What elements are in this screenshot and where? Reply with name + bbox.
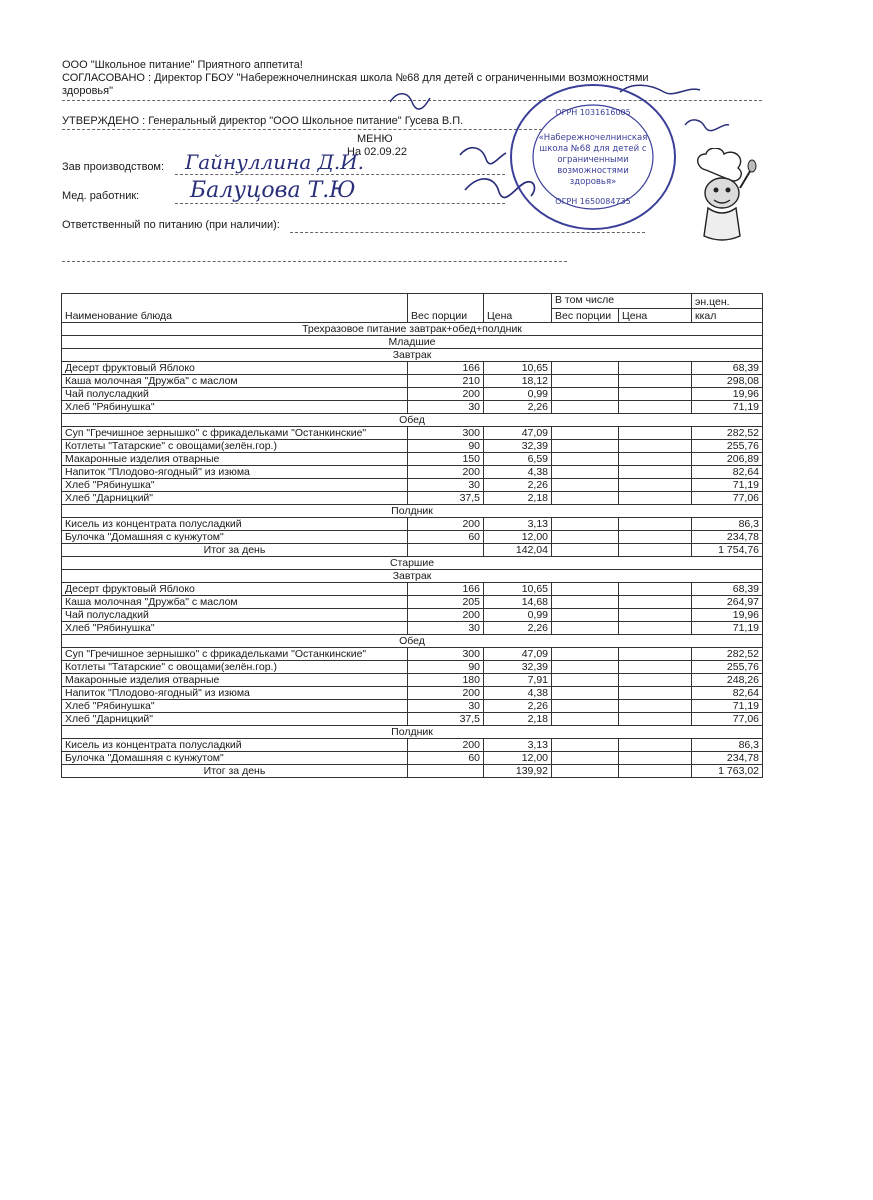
dish-kcal: 71,19 — [692, 401, 763, 414]
dish-weight: 210 — [408, 375, 484, 388]
extra-line — [62, 261, 567, 262]
dish-kcal: 82,64 — [692, 687, 763, 700]
table-header-row-1 — [62, 294, 763, 309]
dish-row — [62, 687, 763, 700]
total-row — [62, 765, 763, 778]
school-stamp — [508, 82, 678, 232]
dish-row — [62, 427, 763, 440]
dish-price: 3,13 — [484, 739, 552, 752]
dish-name: Хлеб "Рябинушка" — [62, 622, 408, 635]
dish-weight: 30 — [408, 700, 484, 713]
dish-name: Каша молочная "Дружба" с маслом — [62, 375, 408, 388]
dish-row — [62, 492, 763, 505]
dish-kcal: 234,78 — [692, 531, 763, 544]
dish-name: Десерт фруктовый Яблоко — [62, 583, 408, 596]
dish-price: 47,09 — [484, 648, 552, 661]
total-weight — [408, 765, 484, 778]
dish-kcal: 282,52 — [692, 427, 763, 440]
total-incl-price — [619, 765, 692, 778]
dish-incl-weight — [552, 713, 619, 726]
dish-kcal: 248,26 — [692, 674, 763, 687]
production-label: Зав производством: — [62, 161, 165, 173]
col-incl-price-header: Цена — [619, 308, 692, 323]
col-energy-header-1: эн.цен. — [692, 294, 763, 309]
total-label: Итог за день — [62, 544, 408, 557]
dish-incl-price — [619, 700, 692, 713]
dish-name: Котлеты "Татарские" с овощами(зелён.гор.) — [62, 661, 408, 674]
meal-row — [62, 414, 763, 427]
dish-row — [62, 466, 763, 479]
dish-incl-price — [619, 375, 692, 388]
dish-name: Булочка "Домашняя с кунжутом" — [62, 531, 408, 544]
dish-price: 2,18 — [484, 492, 552, 505]
dish-kcal: 86,3 — [692, 739, 763, 752]
dish-weight: 30 — [408, 479, 484, 492]
dish-row — [62, 752, 763, 765]
medic-signature: Балуцова Т.Ю — [190, 178, 356, 203]
group-row — [62, 336, 763, 349]
dish-weight: 37,5 — [408, 713, 484, 726]
dish-kcal: 264,97 — [692, 596, 763, 609]
meal-name: Полдник — [62, 726, 763, 739]
dish-row — [62, 440, 763, 453]
dish-price: 6,59 — [484, 453, 552, 466]
dish-kcal: 68,39 — [692, 583, 763, 596]
dish-row — [62, 401, 763, 414]
dish-price: 2,26 — [484, 479, 552, 492]
dish-weight: 60 — [408, 752, 484, 765]
stamp-line-3: ограниченными — [557, 155, 629, 165]
dish-incl-price — [619, 388, 692, 401]
dish-weight: 200 — [408, 609, 484, 622]
stamp-ogrn-top: ОГРН 1031616005 — [555, 108, 631, 117]
meal-row — [62, 635, 763, 648]
dish-row — [62, 596, 763, 609]
dish-kcal: 298,08 — [692, 375, 763, 388]
dish-incl-price — [619, 674, 692, 687]
dish-name: Чай полусладкий — [62, 609, 408, 622]
dish-incl-weight — [552, 453, 619, 466]
total-incl-weight — [552, 765, 619, 778]
total-weight — [408, 544, 484, 557]
dish-weight: 205 — [408, 596, 484, 609]
dish-kcal: 86,3 — [692, 518, 763, 531]
meal-row — [62, 349, 763, 362]
dish-name: Котлеты "Татарские" с овощами(зелён.гор.) — [62, 440, 408, 453]
dish-name: Напиток "Плодово-ягодный" из изюма — [62, 687, 408, 700]
dish-weight: 30 — [408, 401, 484, 414]
dish-price: 2,18 — [484, 713, 552, 726]
dish-name: Суп "Гречишное зернышко" с фрикадельками "Останкинские" — [62, 648, 408, 661]
dish-price: 10,65 — [484, 583, 552, 596]
dish-incl-weight — [552, 492, 619, 505]
dish-price: 18,12 — [484, 375, 552, 388]
group-name: Старшие — [62, 557, 763, 570]
dish-incl-weight — [552, 687, 619, 700]
col-weight-header: Вес порции — [408, 294, 484, 323]
total-label: Итог за день — [62, 765, 408, 778]
dish-name: Десерт фруктовый Яблоко — [62, 362, 408, 375]
dish-incl-price — [619, 596, 692, 609]
dish-row — [62, 583, 763, 596]
menu-table — [61, 293, 763, 778]
dish-name: Напиток "Плодово-ягодный" из изюма — [62, 466, 408, 479]
plan-title-row — [62, 323, 763, 336]
dish-incl-weight — [552, 648, 619, 661]
col-incl-header: В том числе — [552, 294, 692, 309]
dish-weight: 300 — [408, 427, 484, 440]
dish-kcal: 82,64 — [692, 466, 763, 479]
dish-weight: 37,5 — [408, 492, 484, 505]
dish-row — [62, 362, 763, 375]
dish-name: Хлеб "Дарницкий" — [62, 713, 408, 726]
dish-row — [62, 713, 763, 726]
dish-kcal: 71,19 — [692, 700, 763, 713]
dish-incl-price — [619, 453, 692, 466]
dish-incl-price — [619, 622, 692, 635]
col-price-header: Цена — [484, 294, 552, 323]
dish-price: 2,26 — [484, 700, 552, 713]
dish-row — [62, 531, 763, 544]
col-energy-header-2: ккал — [692, 308, 763, 323]
total-kcal: 1 763,02 — [692, 765, 763, 778]
dish-kcal: 19,96 — [692, 388, 763, 401]
dish-weight: 90 — [408, 661, 484, 674]
meal-name: Завтрак — [62, 349, 763, 362]
dish-kcal: 77,06 — [692, 492, 763, 505]
dish-incl-weight — [552, 362, 619, 375]
dish-kcal: 19,96 — [692, 609, 763, 622]
dish-kcal: 71,19 — [692, 479, 763, 492]
col-incl-weight-header: Вес порции — [552, 308, 619, 323]
dish-row — [62, 518, 763, 531]
dish-incl-weight — [552, 622, 619, 635]
dish-incl-price — [619, 661, 692, 674]
dish-name: Каша молочная "Дружба" с маслом — [62, 596, 408, 609]
dish-name: Макаронные изделия отварные — [62, 453, 408, 466]
dish-name: Чай полусладкий — [62, 388, 408, 401]
dish-incl-price — [619, 583, 692, 596]
total-kcal: 1 754,76 — [692, 544, 763, 557]
dish-row — [62, 375, 763, 388]
dish-incl-weight — [552, 479, 619, 492]
dish-weight: 60 — [408, 531, 484, 544]
dish-incl-weight — [552, 375, 619, 388]
dish-incl-price — [619, 752, 692, 765]
meal-row — [62, 570, 763, 583]
dish-incl-weight — [552, 427, 619, 440]
dish-price: 2,26 — [484, 401, 552, 414]
plan-title: Трехразовое питание завтрак+обед+полдник — [62, 323, 763, 336]
total-row — [62, 544, 763, 557]
dish-kcal: 282,52 — [692, 648, 763, 661]
meal-name: Завтрак — [62, 570, 763, 583]
dish-price: 7,91 — [484, 674, 552, 687]
dish-name: Суп "Гречишное зернышко" с фрикадельками "Останкинские" — [62, 427, 408, 440]
dish-incl-weight — [552, 531, 619, 544]
company-line: ООО "Школьное питание" Приятного аппетита! — [62, 59, 303, 71]
total-price: 142,04 — [484, 544, 552, 557]
dish-weight: 200 — [408, 518, 484, 531]
dish-name: Макаронные изделия отварные — [62, 674, 408, 687]
dish-kcal: 77,06 — [692, 713, 763, 726]
dish-kcal: 206,89 — [692, 453, 763, 466]
meal-row — [62, 726, 763, 739]
dish-name: Кисель из концентрата полусладкий — [62, 518, 408, 531]
dish-kcal: 71,19 — [692, 622, 763, 635]
dish-price: 12,00 — [484, 531, 552, 544]
dish-weight: 300 — [408, 648, 484, 661]
dish-name: Хлеб "Рябинушка" — [62, 479, 408, 492]
dish-name: Хлеб "Рябинушка" — [62, 401, 408, 414]
dish-incl-price — [619, 713, 692, 726]
dish-incl-price — [619, 609, 692, 622]
dish-incl-weight — [552, 596, 619, 609]
dish-weight: 166 — [408, 583, 484, 596]
dish-price: 4,38 — [484, 687, 552, 700]
stamp-line-4: возможностями — [557, 166, 629, 176]
dish-weight: 150 — [408, 453, 484, 466]
stamp-ogrn-bottom: ОГРН 1650084735 — [555, 197, 631, 206]
dish-incl-weight — [552, 752, 619, 765]
dish-kcal: 255,76 — [692, 440, 763, 453]
dish-price: 32,39 — [484, 661, 552, 674]
menu-title: МЕНЮ — [357, 133, 393, 145]
total-incl-weight — [552, 544, 619, 557]
stamp-line-2: школа №68 для детей с — [539, 144, 647, 154]
dish-weight: 200 — [408, 388, 484, 401]
dish-weight: 200 — [408, 466, 484, 479]
dish-incl-weight — [552, 739, 619, 752]
dish-price: 3,13 — [484, 518, 552, 531]
dish-kcal: 68,39 — [692, 362, 763, 375]
meal-name: Полдник — [62, 505, 763, 518]
dish-incl-price — [619, 687, 692, 700]
dish-kcal: 255,76 — [692, 661, 763, 674]
dish-weight: 90 — [408, 440, 484, 453]
dish-incl-price — [619, 401, 692, 414]
dish-row — [62, 479, 763, 492]
dish-row — [62, 453, 763, 466]
dish-row — [62, 609, 763, 622]
dish-row — [62, 648, 763, 661]
dish-incl-price — [619, 427, 692, 440]
dish-incl-price — [619, 466, 692, 479]
meal-name: Обед — [62, 635, 763, 648]
dish-incl-weight — [552, 609, 619, 622]
stamp-line-1: «Набережночелнинская — [538, 133, 648, 143]
dish-name: Хлеб "Рябинушка" — [62, 700, 408, 713]
menu-date: На 02.09.22 — [347, 146, 407, 158]
dish-incl-price — [619, 739, 692, 752]
agreed-line-1: СОГЛАСОВАНО : Директор ГБОУ "Набережночелнинская школа №68 для детей с ограниченными возможностями — [62, 72, 649, 84]
chef-mascot-icon — [688, 148, 758, 248]
dish-incl-price — [619, 531, 692, 544]
approved-line: УТВЕРЖДЕНО : Генеральный директор "ООО Школьное питание" Гусева В.П. — [62, 115, 464, 127]
dish-incl-weight — [552, 466, 619, 479]
dish-incl-price — [619, 479, 692, 492]
dish-price: 2,26 — [484, 622, 552, 635]
dish-incl-price — [619, 648, 692, 661]
responsible-label: Ответственный по питанию (при наличии): — [62, 219, 280, 231]
dish-price: 4,38 — [484, 466, 552, 479]
dish-weight: 166 — [408, 362, 484, 375]
dish-incl-price — [619, 518, 692, 531]
dish-row — [62, 739, 763, 752]
dish-price: 0,99 — [484, 609, 552, 622]
dish-incl-weight — [552, 583, 619, 596]
meal-row — [62, 505, 763, 518]
dish-incl-weight — [552, 661, 619, 674]
dish-row — [62, 674, 763, 687]
dish-incl-price — [619, 440, 692, 453]
dish-price: 12,00 — [484, 752, 552, 765]
dish-price: 0,99 — [484, 388, 552, 401]
dish-incl-weight — [552, 440, 619, 453]
dish-incl-price — [619, 492, 692, 505]
dish-name: Хлеб "Дарницкий" — [62, 492, 408, 505]
dish-row — [62, 700, 763, 713]
agreed-line-2: здоровья" — [62, 85, 114, 97]
group-row — [62, 557, 763, 570]
dish-price: 47,09 — [484, 427, 552, 440]
col-dish-header: Наименование блюда — [62, 294, 408, 323]
production-signature: Гайнуллина Д.И. — [185, 150, 365, 174]
responsible-line — [290, 232, 645, 233]
stamp-line-5: здоровья» — [569, 177, 617, 187]
dish-row — [62, 388, 763, 401]
group-name: Младшие — [62, 336, 763, 349]
dish-weight: 180 — [408, 674, 484, 687]
medic-label: Мед. работник: — [62, 190, 140, 202]
dish-incl-weight — [552, 700, 619, 713]
dish-incl-price — [619, 362, 692, 375]
dish-weight: 30 — [408, 622, 484, 635]
dish-row — [62, 622, 763, 635]
dish-incl-weight — [552, 518, 619, 531]
dish-incl-weight — [552, 388, 619, 401]
dish-incl-weight — [552, 401, 619, 414]
total-incl-price — [619, 544, 692, 557]
dish-incl-weight — [552, 674, 619, 687]
dish-row — [62, 661, 763, 674]
total-price: 139,92 — [484, 765, 552, 778]
dish-price: 14,68 — [484, 596, 552, 609]
dish-name: Кисель из концентрата полусладкий — [62, 739, 408, 752]
dish-price: 32,39 — [484, 440, 552, 453]
dish-weight: 200 — [408, 739, 484, 752]
dish-name: Булочка "Домашняя с кунжутом" — [62, 752, 408, 765]
dish-price: 10,65 — [484, 362, 552, 375]
dish-kcal: 234,78 — [692, 752, 763, 765]
meal-name: Обед — [62, 414, 763, 427]
dish-weight: 200 — [408, 687, 484, 700]
